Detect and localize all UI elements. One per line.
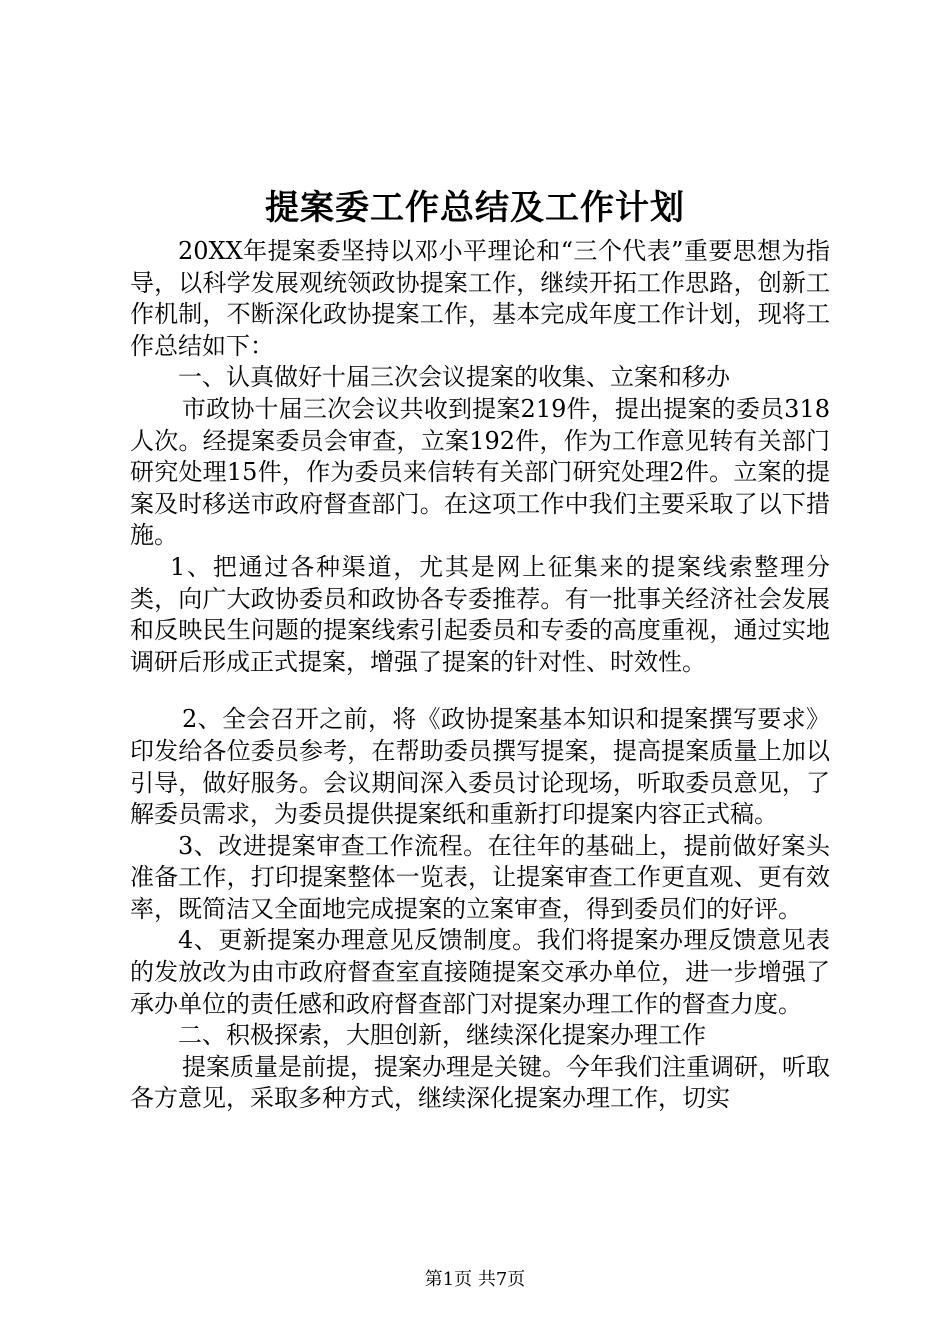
paragraph-measure-2: 2、全会召开之前，将《政协提案基本知识和提案撰写要求》印发给各位委员参考，在帮助委员撰写提案，提高提案质量上加以引导，做好服务。会议期间深入委员讨论现场，听取委员意见，了解委员需求，为委员提供提案纸和重新打印提案内容正式稿。: [130, 705, 830, 829]
paragraph-measure-1: 1、把通过各种渠道，尤其是网上征集来的提案线索整理分类，向广大政协委员和政协各专委推荐。有一批事关经济社会发展和反映民生问题的提案线索引起委员和专委的高度重视，通过实地调研后形成正式提案，增强了提案的针对性、时效性。: [130, 552, 830, 676]
paragraph-intro: 20XX年提案委坚持以邓小平理论和“三个代表”重要思想为指导，以科学发展观统领政协提案工作，继续开拓工作思路，创新工作机制，不断深化政协提案工作，基本完成年度工作计划，现将工作总结如下：: [130, 237, 830, 360]
page-footer: 第1页 共7页: [424, 1269, 526, 1290]
paragraph-measure-3: 3、改进提案审查工作流程。在往年的基础上，提前做好案头准备工作，打印提案整体一览表，让提案审查工作更直观、更有效率，既简洁又全面地完成提案的立案审查，得到委员们的好评。: [130, 831, 830, 923]
document-body: [130, 236, 830, 1115]
section-heading-2: 二、积极探索，大胆创新，继续深化提案办理工作: [178, 1021, 706, 1050]
paragraph-proposal-stats: 市政协十届三次会议共收到提案219件，提出提案的委员318人次。经提案委员会审查，立案192件，作为工作意见转有关部门研究处理15件，作为委员来信转有关部门研究处理2件。立案的提案及时移送市政府督查部门。在这项工作中我们主要采取了以下措施。: [130, 394, 830, 550]
document-title: 提案委工作总结及工作计划: [265, 188, 685, 228]
section-heading-1: 一、认真做好十届三次会议提案的收集、立案和移办: [178, 363, 730, 392]
paragraph-measure-4: 4、更新提案办理意见反馈制度。我们将提案办理反馈意见表的发放改为由市政府督查室直接随提案交承办单位，进一步增强了承办单位的责任感和政府督查部门对提案办理工作的督查力度。: [130, 926, 830, 1018]
paragraph-handling: 提案质量是前提，提案办理是关键。今年我们注重调研，听取各方意见，采取多种方式，继续深化提案办理工作，切实: [130, 1052, 830, 1113]
